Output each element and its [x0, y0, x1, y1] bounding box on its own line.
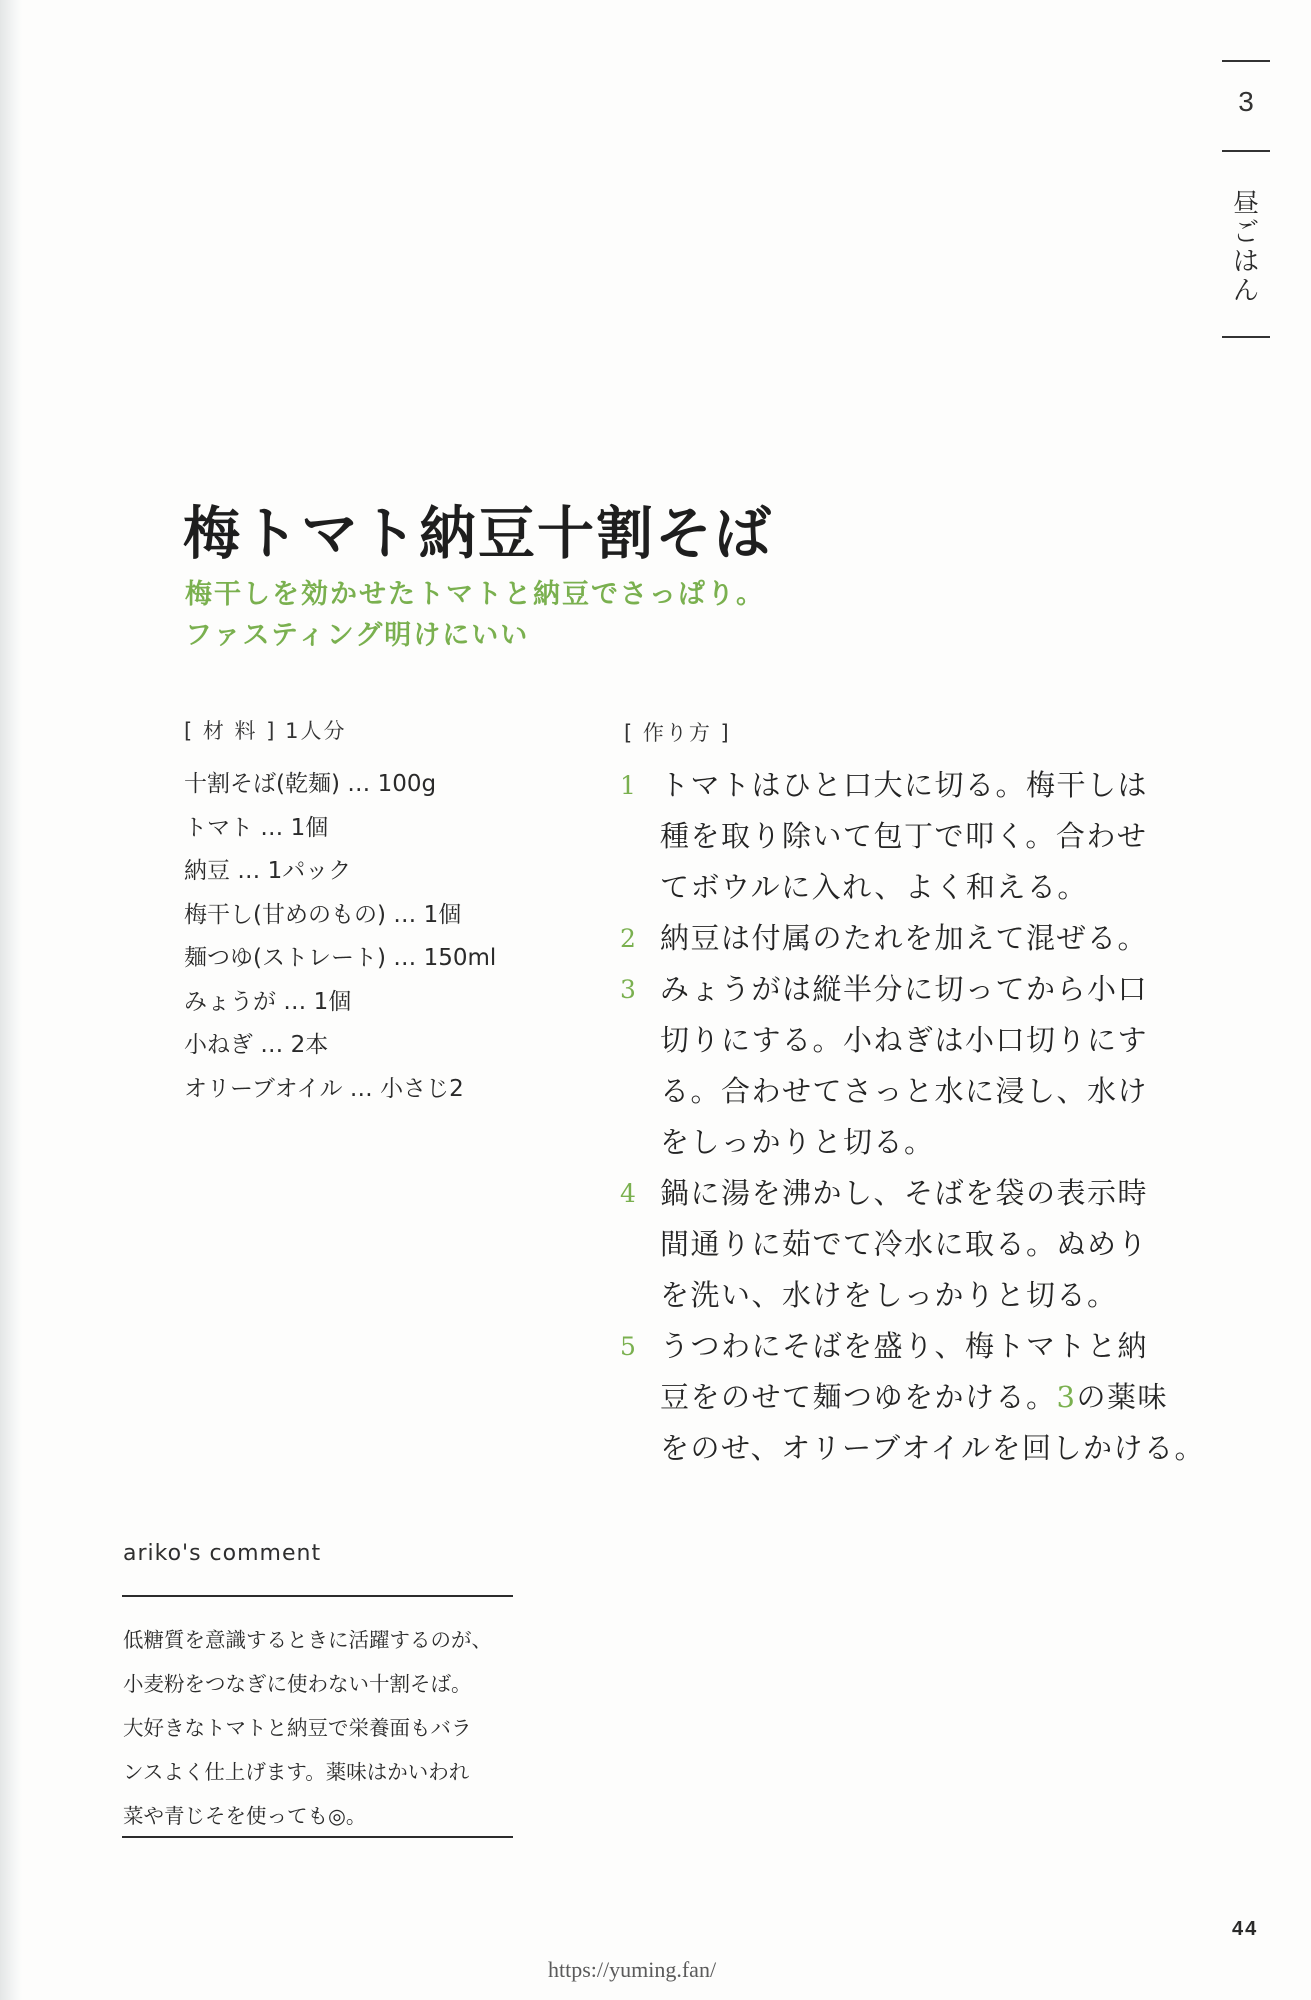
binding-shadow: [0, 0, 22, 2000]
step-text-line: 間通りに茹でて冷水に取る。ぬめり: [660, 1227, 1149, 1261]
recipe-subtitle: [185, 574, 765, 656]
page-number: 44: [1232, 1918, 1259, 1940]
side-tab-top-rule: [1222, 60, 1270, 62]
ingredient-item: 納豆 … 1パック: [184, 858, 352, 884]
step-text-line: る。合わせてさっと水に浸し、水け: [660, 1074, 1149, 1108]
method-step: [620, 1321, 1205, 1474]
ingredient-item: みょうが … 1個: [184, 988, 352, 1015]
step-text-line: トマトはひと口大に切る。梅干しは: [660, 768, 1149, 802]
comment-line: 菜や青じそを使っても◎。: [123, 1804, 367, 1828]
method-step: [620, 913, 1180, 964]
step-number: 4: [620, 1179, 636, 1208]
chapter-title: 昼ごはん: [1232, 189, 1259, 306]
step-text-line: うつわにそばを盛り、梅トマトと納: [660, 1329, 1149, 1363]
ingredient-item: 十割そば(乾麺) … 100g: [184, 771, 437, 797]
method-steps: [620, 760, 1205, 1474]
ingredient-item: オリーブオイル … 小さじ2: [184, 1075, 464, 1102]
subtitle-line: ファスティング明けにいい: [185, 620, 530, 651]
ingredients-header: [ 材 料 ] 1人分: [184, 719, 347, 743]
ingredient-item: 麺つゆ(ストレート) … 150ml: [184, 945, 497, 971]
watermark-url: https://yuming.fan/: [548, 1957, 717, 1982]
comment-top-rule: [122, 1595, 513, 1597]
side-tab-bottom-rule: [1222, 336, 1270, 338]
comment-line: 小麦粉をつなぎに使わない十割そば。: [123, 1672, 472, 1696]
ingredient-item: トマト … 1個: [184, 814, 329, 841]
step-number: 3: [620, 975, 636, 1004]
method-step: [620, 964, 1180, 1168]
step-text-line: 切りにする。小ねぎは小口切りにす: [660, 1023, 1149, 1057]
method-step: [620, 1168, 1180, 1321]
method-step: [620, 760, 1180, 913]
step-number: 2: [620, 924, 636, 953]
step-text-line: みょうがは縦半分に切ってから小口: [660, 972, 1149, 1006]
step-text-line: [660, 1372, 1180, 1423]
step-text-segment: の薬味: [1076, 1380, 1168, 1414]
step-text-line: をのせ、オリーブオイルを回しかける。: [660, 1431, 1205, 1465]
step-text-line: 納豆は付属のたれを加えて混ぜる。: [660, 921, 1149, 955]
recipe-title: 梅トマト納豆十割そば: [183, 501, 773, 567]
method-header: [ 作り方 ]: [624, 721, 731, 745]
chapter-number: 3: [1238, 86, 1254, 117]
step-text-segment: 豆をのせて麺つゆをかける。: [660, 1380, 1057, 1414]
comment-line: 低糖質を意識するときに活躍するのが、: [123, 1628, 492, 1652]
comment-body: [123, 1618, 492, 1838]
side-tab-middle-rule: [1222, 150, 1270, 152]
step-text-line: 種を取り除いて包丁で叩く。合わせ: [660, 819, 1148, 853]
ingredients-list: [184, 763, 496, 1111]
step-text-line: を洗い、水けをしっかりと切る。: [660, 1278, 1118, 1312]
step-number: 5: [620, 1332, 636, 1361]
ingredient-item: 梅干し(甘めのもの) … 1個: [184, 901, 462, 928]
comment-line: 大好きなトマトと納豆で栄養面もバラ: [123, 1716, 472, 1740]
step-text-line: てボウルに入れ、よく和える。: [660, 870, 1088, 904]
comment-line: ンスよく仕上げます。薬味はかいわれ: [123, 1760, 470, 1784]
step-number: 1: [620, 771, 636, 800]
ingredient-item: 小ねぎ … 2本: [184, 1032, 329, 1058]
comment-bottom-rule: [122, 1836, 513, 1838]
step-text-line: 鍋に湯を沸かし、そばを袋の表示時: [660, 1176, 1149, 1210]
step-text-line: をしっかりと切る。: [660, 1125, 935, 1159]
comment-label: ariko's comment: [123, 1541, 322, 1566]
step-reference-number: 3: [1056, 1380, 1077, 1414]
subtitle-line: 梅干しを効かせたトマトと納豆でさっぱり。: [185, 579, 765, 610]
